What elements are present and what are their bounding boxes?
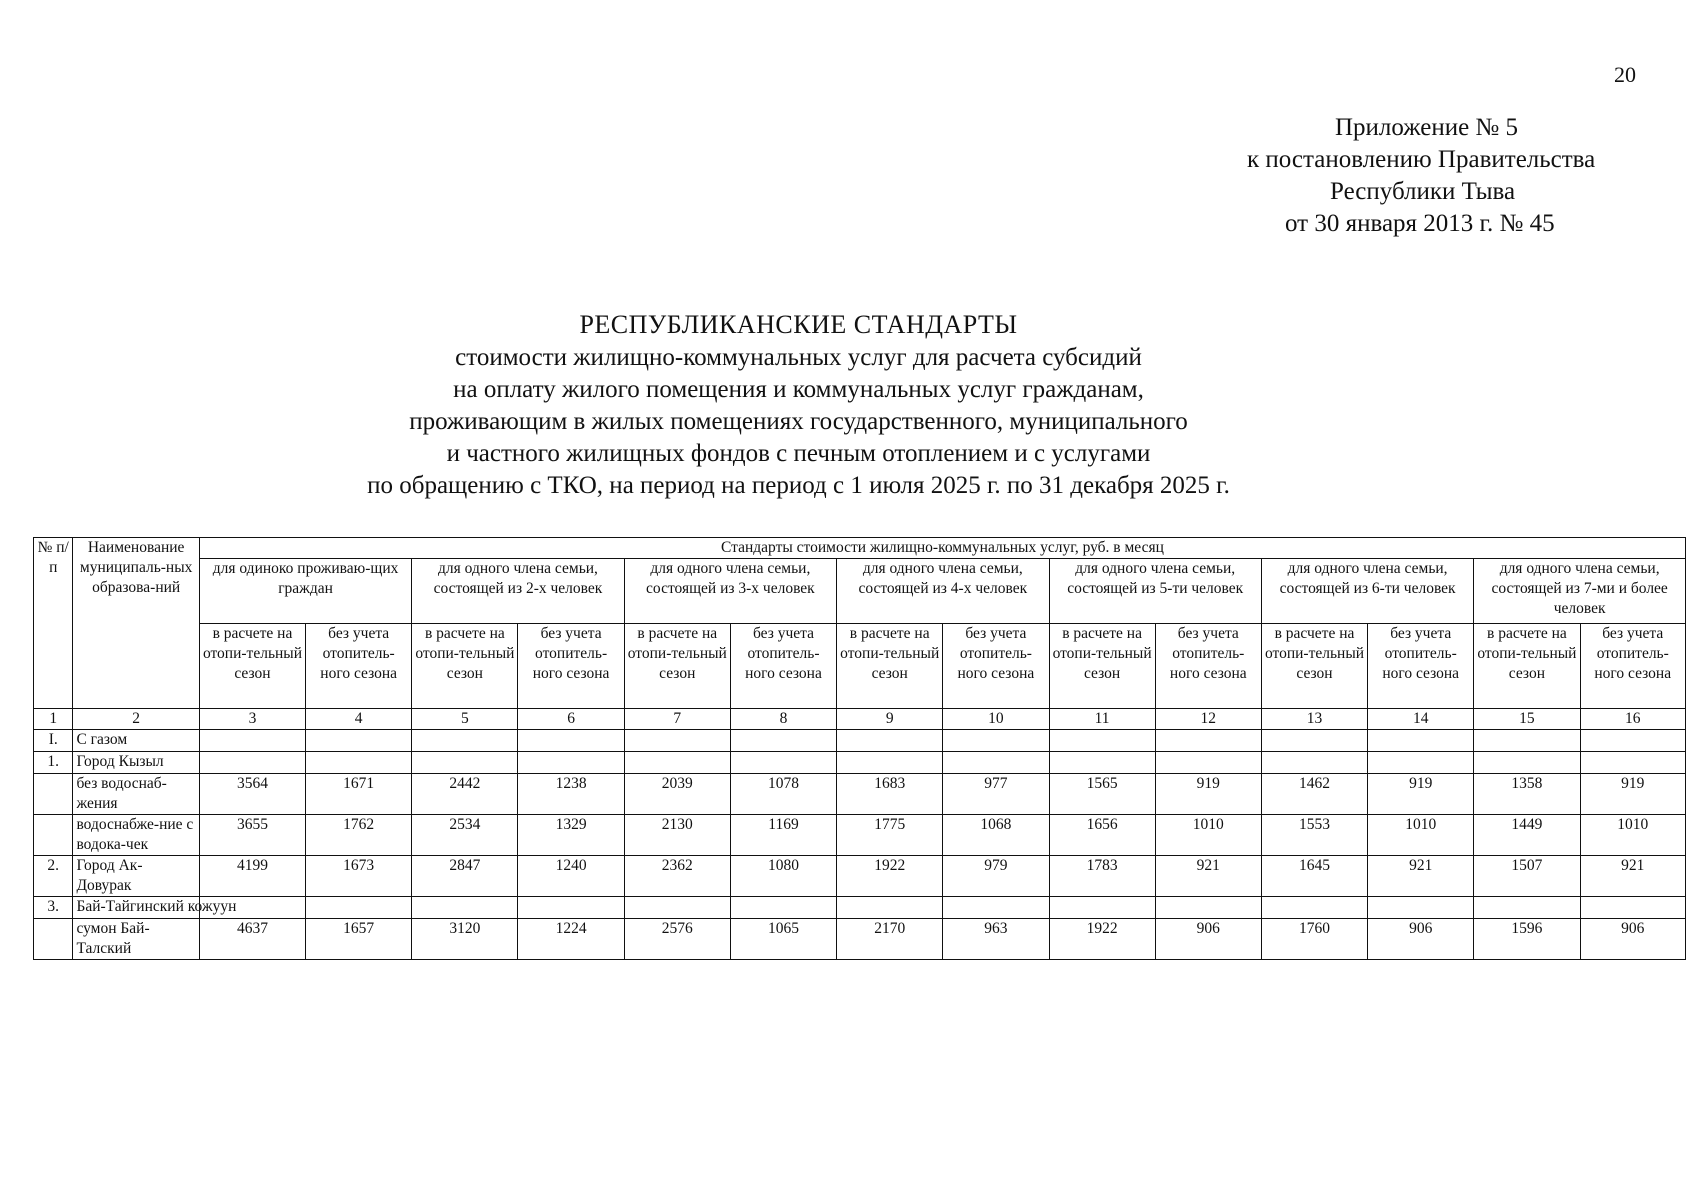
value-cell: 2847 xyxy=(412,856,518,897)
subheader-heating-season: в расчете на отопи-тельный сезон xyxy=(837,624,943,709)
value-cell: 1358 xyxy=(1474,774,1580,815)
value-cell: 921 xyxy=(1580,856,1685,897)
header-group: для одного члена семьи, состоящей из 6-ти человек xyxy=(1261,559,1473,624)
value-cell: 4199 xyxy=(199,856,305,897)
page-number: 20 xyxy=(1614,62,1636,87)
value-cell: 1596 xyxy=(1474,919,1580,960)
value-cell: 921 xyxy=(1155,856,1261,897)
empty-cell xyxy=(1368,752,1474,774)
column-number: 3 xyxy=(199,709,305,730)
column-number: 1 xyxy=(34,709,73,730)
title-line: на оплату жилого помещения и коммунальных услуг гражданам, xyxy=(453,376,1144,403)
empty-cell xyxy=(306,752,412,774)
column-number: 5 xyxy=(412,709,518,730)
value-cell: 1462 xyxy=(1261,774,1367,815)
value-cell: 1683 xyxy=(837,774,943,815)
section-row xyxy=(34,752,1686,774)
subheader-no-heating-season: без учета отопитель-ного сезона xyxy=(1155,624,1261,709)
empty-cell xyxy=(943,730,1049,752)
value-cell: 1010 xyxy=(1155,815,1261,856)
value-cell: 1224 xyxy=(518,919,624,960)
subheader-no-heating-season: без учета отопитель-ного сезона xyxy=(943,624,1049,709)
header-num: № п/п xyxy=(34,538,73,709)
table-row xyxy=(34,815,1686,856)
value-cell: 2362 xyxy=(624,856,730,897)
column-number: 8 xyxy=(730,709,836,730)
empty-cell xyxy=(1474,730,1580,752)
value-cell: 1449 xyxy=(1474,815,1580,856)
value-cell: 1656 xyxy=(1049,815,1155,856)
value-cell: 1553 xyxy=(1261,815,1367,856)
subheader-heating-season: в расчете на отопи-тельный сезон xyxy=(199,624,305,709)
appendix-line: Республики Тыва xyxy=(1330,178,1516,205)
value-cell: 3655 xyxy=(199,815,305,856)
table-row xyxy=(34,919,1686,960)
appendix-line: Приложение № 5 xyxy=(1335,114,1519,141)
section-row xyxy=(34,897,1686,919)
empty-cell xyxy=(1049,897,1155,919)
row-number xyxy=(34,919,73,960)
empty-cell xyxy=(730,752,836,774)
empty-cell xyxy=(1368,897,1474,919)
value-cell: 1065 xyxy=(730,919,836,960)
empty-cell xyxy=(306,897,412,919)
subheader-heating-season: в расчете на отопи-тельный сезон xyxy=(1474,624,1580,709)
value-cell: 2039 xyxy=(624,774,730,815)
appendix-block xyxy=(1200,112,1697,240)
header-group: для одного члена семьи, состоящей из 7-ми и более человек xyxy=(1474,559,1686,624)
column-numbers-row xyxy=(34,709,1686,730)
row-number: I. xyxy=(34,730,73,752)
empty-cell xyxy=(1155,730,1261,752)
value-cell: 1673 xyxy=(306,856,412,897)
empty-cell xyxy=(412,897,518,919)
value-cell: 906 xyxy=(1580,919,1685,960)
header-group: для одиноко проживаю-щих граждан xyxy=(199,559,411,624)
municipality-name: Бай-Тайгинский кожуун xyxy=(73,897,199,919)
subheader-heating-season: в расчете на отопи-тельный сезон xyxy=(412,624,518,709)
empty-cell xyxy=(624,730,730,752)
empty-cell xyxy=(1580,730,1685,752)
value-cell: 906 xyxy=(1155,919,1261,960)
value-cell: 979 xyxy=(943,856,1049,897)
municipality-name: Город Кызыл xyxy=(73,752,199,774)
value-cell: 3564 xyxy=(199,774,305,815)
column-number: 4 xyxy=(306,709,412,730)
value-cell: 921 xyxy=(1368,856,1474,897)
header-group: для одного члена семьи, состоящей из 5-ти человек xyxy=(1049,559,1261,624)
value-cell: 2442 xyxy=(412,774,518,815)
document-title xyxy=(0,308,1697,502)
value-cell: 1238 xyxy=(518,774,624,815)
municipality-name: С газом xyxy=(73,730,199,752)
municipality-name: сумон Бай-Талский xyxy=(73,919,199,960)
column-number: 11 xyxy=(1049,709,1155,730)
empty-cell xyxy=(943,897,1049,919)
value-cell: 1507 xyxy=(1474,856,1580,897)
value-cell: 1671 xyxy=(306,774,412,815)
value-cell: 1922 xyxy=(1049,919,1155,960)
empty-cell xyxy=(1261,897,1367,919)
empty-cell xyxy=(199,730,305,752)
table-row xyxy=(34,774,1686,815)
value-cell: 919 xyxy=(1368,774,1474,815)
empty-cell xyxy=(412,752,518,774)
header-group: для одного члена семьи, состоящей из 4-х человек xyxy=(837,559,1049,624)
value-cell: 2130 xyxy=(624,815,730,856)
value-cell: 3120 xyxy=(412,919,518,960)
empty-cell xyxy=(518,730,624,752)
empty-cell xyxy=(837,752,943,774)
value-cell: 2170 xyxy=(837,919,943,960)
header-group: для одного члена семьи, состоящей из 2-х человек xyxy=(412,559,624,624)
row-number xyxy=(34,815,73,856)
title-line: и частного жилищных фондов с печным отоплением и с услугами xyxy=(446,440,1151,467)
empty-cell xyxy=(1155,752,1261,774)
row-number: 1. xyxy=(34,752,73,774)
table-body xyxy=(34,709,1686,960)
subheader-heating-season: в расчете на отопи-тельный сезон xyxy=(624,624,730,709)
value-cell: 1240 xyxy=(518,856,624,897)
value-cell: 919 xyxy=(1580,774,1685,815)
empty-cell xyxy=(943,752,1049,774)
value-cell: 1010 xyxy=(1368,815,1474,856)
empty-cell xyxy=(199,752,305,774)
column-number: 6 xyxy=(518,709,624,730)
column-number: 9 xyxy=(837,709,943,730)
empty-cell xyxy=(730,730,836,752)
municipality-name: без водоснаб-жения xyxy=(73,774,199,815)
subheader-no-heating-season: без учета отопитель-ного сезона xyxy=(1368,624,1474,709)
empty-cell xyxy=(1580,897,1685,919)
column-number: 15 xyxy=(1474,709,1580,730)
header-name: Наименование муниципаль-ных образова-ний xyxy=(73,538,199,709)
empty-cell xyxy=(1474,752,1580,774)
value-cell: 977 xyxy=(943,774,1049,815)
subheader-heating-season: в расчете на отопи-тельный сезон xyxy=(1049,624,1155,709)
value-cell: 1645 xyxy=(1261,856,1367,897)
value-cell: 1760 xyxy=(1261,919,1367,960)
empty-cell xyxy=(1580,752,1685,774)
column-number: 16 xyxy=(1580,709,1685,730)
value-cell: 1169 xyxy=(730,815,836,856)
appendix-line: от 30 января 2013 г. № 45 xyxy=(1285,210,1555,237)
value-cell: 1565 xyxy=(1049,774,1155,815)
empty-cell xyxy=(518,752,624,774)
subheader-no-heating-season: без учета отопитель-ного сезона xyxy=(730,624,836,709)
value-cell: 1762 xyxy=(306,815,412,856)
subheader-no-heating-season: без учета отопитель-ного сезона xyxy=(518,624,624,709)
standards-table xyxy=(33,537,1686,960)
column-number: 2 xyxy=(73,709,199,730)
value-cell: 2534 xyxy=(412,815,518,856)
empty-cell xyxy=(837,730,943,752)
value-cell: 1922 xyxy=(837,856,943,897)
column-number: 7 xyxy=(624,709,730,730)
empty-cell xyxy=(730,897,836,919)
value-cell: 1068 xyxy=(943,815,1049,856)
value-cell: 2576 xyxy=(624,919,730,960)
empty-cell xyxy=(518,897,624,919)
value-cell: 1078 xyxy=(730,774,836,815)
value-cell: 1329 xyxy=(518,815,624,856)
column-number: 12 xyxy=(1155,709,1261,730)
header-group: для одного члена семьи, состоящей из 3-х человек xyxy=(624,559,836,624)
value-cell: 906 xyxy=(1368,919,1474,960)
empty-cell xyxy=(1261,752,1367,774)
empty-cell xyxy=(624,752,730,774)
table-row xyxy=(34,856,1686,897)
empty-cell xyxy=(624,897,730,919)
value-cell: 1657 xyxy=(306,919,412,960)
value-cell: 4637 xyxy=(199,919,305,960)
title-line: проживающим в жилых помещениях государственного, муниципального xyxy=(409,408,1188,435)
header-standards: Стандарты стоимости жилищно-коммунальных услуг, руб. в месяц xyxy=(199,538,1685,559)
value-cell: 1080 xyxy=(730,856,836,897)
value-cell: 1775 xyxy=(837,815,943,856)
empty-cell xyxy=(1155,897,1261,919)
empty-cell xyxy=(1261,730,1367,752)
subheader-row xyxy=(34,624,1686,709)
empty-cell xyxy=(1474,897,1580,919)
section-row xyxy=(34,730,1686,752)
empty-cell xyxy=(412,730,518,752)
empty-cell xyxy=(1049,752,1155,774)
appendix-line: к постановлению Правительства xyxy=(1247,146,1596,173)
municipality-name: водоснабже-ние с водока-чек xyxy=(73,815,199,856)
title-line: стоимости жилищно-коммунальных услуг для расчета субсидий xyxy=(455,344,1142,371)
row-number: 3. xyxy=(34,897,73,919)
value-cell: 1783 xyxy=(1049,856,1155,897)
title-main: РЕСПУБЛИКАНСКИЕ СТАНДАРТЫ xyxy=(579,310,1018,339)
value-cell: 919 xyxy=(1155,774,1261,815)
subheader-heating-season: в расчете на отопи-тельный сезон xyxy=(1261,624,1367,709)
subheader-no-heating-season: без учета отопитель-ного сезона xyxy=(1580,624,1685,709)
value-cell: 1010 xyxy=(1580,815,1685,856)
row-number xyxy=(34,774,73,815)
row-number: 2. xyxy=(34,856,73,897)
subheader-no-heating-season: без учета отопитель-ного сезона xyxy=(306,624,412,709)
column-number: 10 xyxy=(943,709,1049,730)
empty-cell xyxy=(1368,730,1474,752)
empty-cell xyxy=(306,730,412,752)
title-line: по обращению с ТКО, на период на период с 1 июля 2025 г. по 31 декабря 2025 г. xyxy=(367,472,1230,499)
value-cell: 963 xyxy=(943,919,1049,960)
empty-cell xyxy=(837,897,943,919)
empty-cell xyxy=(1049,730,1155,752)
municipality-name: Город Ак-Довурак xyxy=(73,856,199,897)
column-number: 14 xyxy=(1368,709,1474,730)
column-number: 13 xyxy=(1261,709,1367,730)
